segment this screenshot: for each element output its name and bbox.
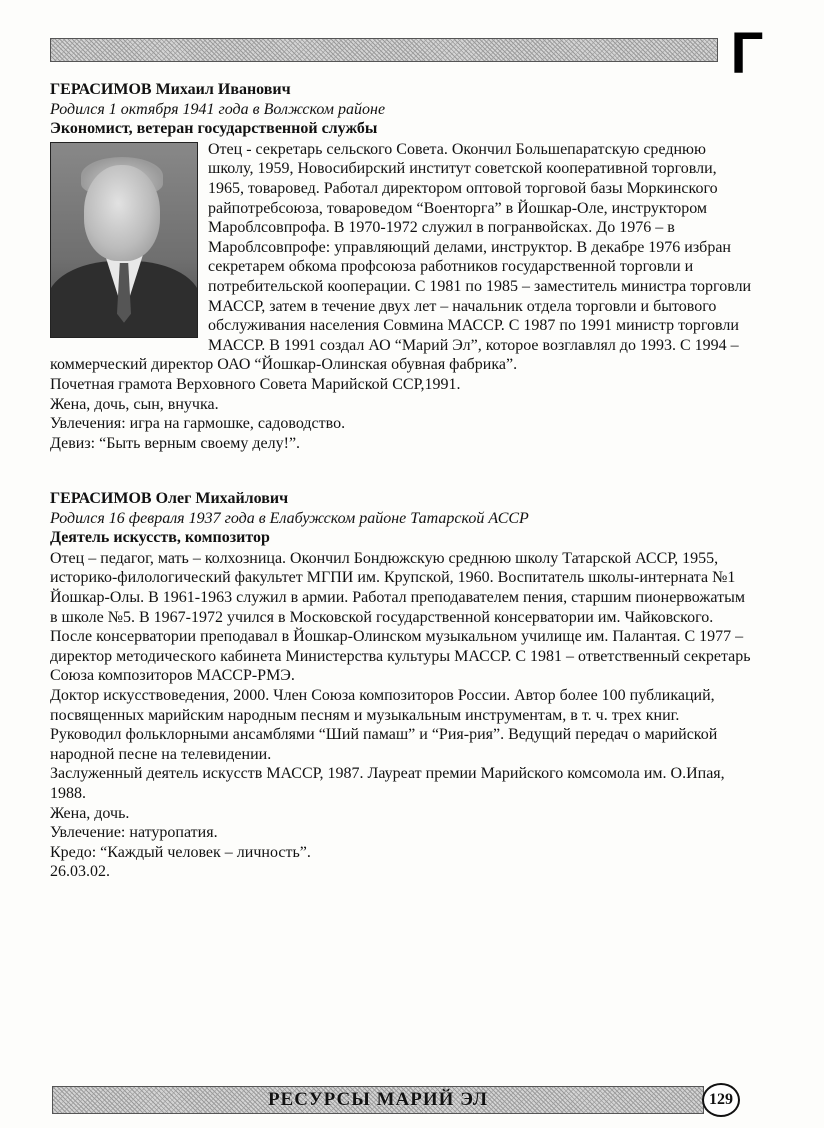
family-line: Жена, дочь, сын, внучка. (50, 395, 219, 413)
footer-title: РЕСУРСЫ МАРИЙ ЭЛ (267, 1089, 489, 1110)
hobbies-line: Увлечение: натуропатия. (50, 824, 218, 842)
surname: ГЕРАСИМОВ (50, 81, 152, 98)
person-name (50, 489, 752, 509)
birth-info: Родился 16 февраля 1937 года в Елабужском районе Татарской АССР (50, 509, 529, 527)
portrait-photo (50, 142, 198, 338)
award-line: Почетная грамота Верховного Совета Марийской ССР,1991. (50, 375, 461, 393)
birth-info: Родился 1 октября 1941 года в Волжском районе (50, 100, 386, 118)
given-names: Михаил Иванович (155, 81, 291, 98)
page-number: 129 (702, 1083, 740, 1117)
biography-entry (50, 80, 752, 453)
credo-line: Кредо: “Каждый человек – личность”. (50, 843, 311, 861)
achievements-text: Доктор искусствоведения, 2000. Член Союза композиторов России. Автор более 100 публикаций, посвященных марийским народным песням и музыкальным инструментам, в т. ч. трех книг. Руководил фольклорными ансамблями “Ший памаш” и “Рия-рия”. Ведущий передач о марийской народной песне на телевидении. (50, 686, 718, 763)
biography-entry (50, 489, 752, 882)
footer-band (52, 1086, 704, 1114)
family-line: Жена, дочь. (50, 804, 130, 822)
surname: ГЕРАСИМОВ (50, 490, 152, 507)
given-names: Олег Михайлович (155, 490, 289, 507)
occupation: Экономист, ветеран государственной службы (50, 120, 378, 138)
person-name (50, 80, 752, 100)
occupation: Деятель искусств, композитор (50, 529, 270, 547)
date-line: 26.03.02. (50, 863, 110, 881)
biography-text: Отец – педагог, мать – колхозница. Окончил Бондюжскую среднюю школу Татарской АССР, 1955, историко-филологический факультет МГПИ им. Крупской, 1960. Воспитатель школы-интерната №1 Йошкар-Олы. В 1961-1963 служил в армии. Работал преподавателем пения, старшим пионервожатым в школе №5. В 1967-1972 учился в Московской государственной консерватории им. Чайковского. После консерватории преподавал в Йошкар-Олинском музыкальном училище им. Палантая. С 1977 – директор методического кабинета Министерства культуры МАССР. С 1981 – ответственный секретарь Союза композиторов МАССР-РМЭ. (50, 549, 751, 685)
award-line: Заслуженный деятель искусств МАССР, 1987. Лауреат премии Марийского комсомола им. О.Ипая, 1988. (50, 765, 725, 802)
motto-line: Девиз: “Быть верным своему делу!”. (50, 434, 301, 452)
section-letter: Г (730, 21, 764, 86)
hobbies-line: Увлечения: игра на гармошке, садоводство. (50, 415, 346, 433)
biography-text: Отец - секретарь сельского Совета. Окончил Большепаратскую среднюю школу, 1959, Новосибирский институт советской кооперативной торговли, 1965, товаровед. Работал директором оптовой торговой базы Моркинского райпотребсоюза, товароведом “Военторга” в Йошкар-Оле, инструктором Мароблсовпрофа. В 1970-1972 служил в погранвойсках. До 1976 – в Мароблсовпрофе: управляющий делами, инструктор. В декабре 1976 избран секретарем обкома профсоюза работников государственной торговли и потребительской кооперации. С 1981 по 1985 – заместитель министра торговли МАССР, затем в течение двух лет – начальник отдела торговли и бытового обслуживания населения Совмина МАССР. С 1987 по 1991 министр торговли МАССР. В 1991 создал АО “Марий Эл”, которое возглавлял до 1993. С 1994 – коммерческий директор ОАО “Йошкар-Олинская обувная фабрика”. (50, 140, 752, 374)
header-decorative-band (50, 38, 718, 62)
